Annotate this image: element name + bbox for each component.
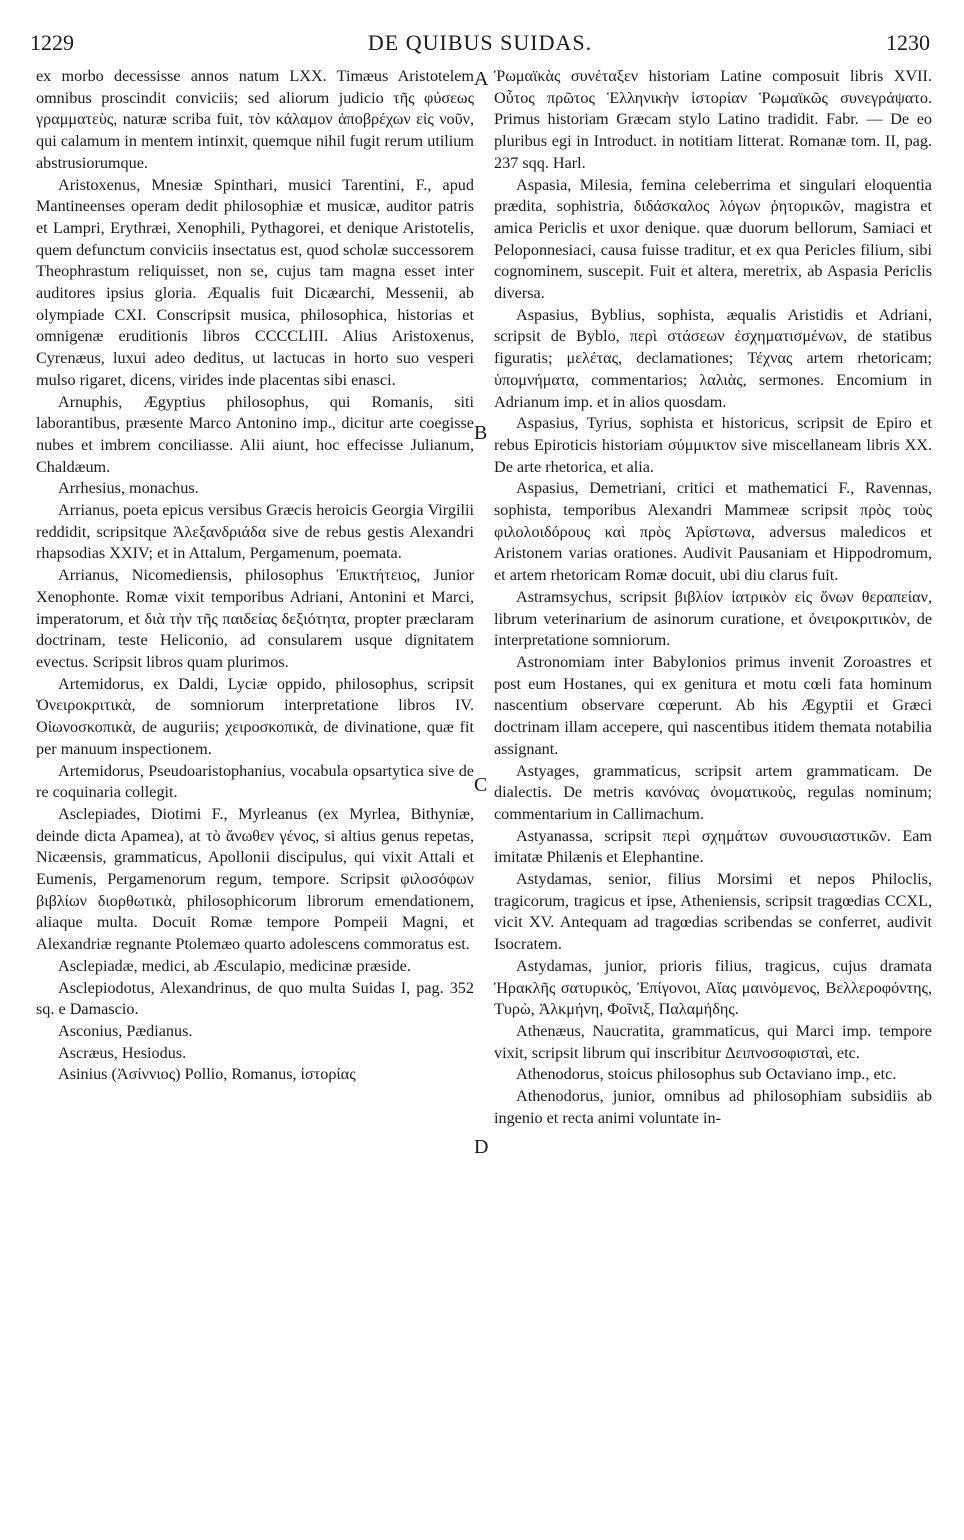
entry-paragraph: Astronomiam inter Babylonios primus invenit Zoroastres et post eum Hostanes, qui ex genitura et motu cœli fata hominum nascentium observare cœperunt. Ab his Ægyptii et Græci doctrinam illam accepere, qui nascentibus itidem themata notabilia assignant. <box>494 652 932 758</box>
entry-paragraph: Arnuphis, Ægyptius philosophus, qui Romanis, siti laborantibus, præsente Marco Antonino imp., dicitur arte coegisse nubes et imbrem conciliasse. Alii aiunt, hoc effecisse Julianum, Chaldæum. <box>36 392 474 476</box>
entry-paragraph: ex morbo decessisse annos natum LXX. Timæus Aristotelem omnibus proscindit conviciis; sed aliorum judicio τῆς φύσεως γραμματεὺς, naturæ scriba fuit, τὸν κάλαμον ἀποβρέχων εἰς νοῦν, qui calamum in mentem intinxit, quemque nihil fugit rerum utilium abstrusiorumque. <box>36 67 474 172</box>
entry-paragraph: Aspasius, Byblius, sophista, æqualis Aristidis et Adriani, scripsit de Byblo, περὶ στάσεων ἐσχηματισμένων, de statibus figuratis; μελέτας, declamationes; Τέχνας artem rhetoricam; ὑπομνήματα, commentarios; λαλιὰς, sermones. Encomium in Adrianum imp. et in alios quosdam. <box>494 305 932 411</box>
entry-paragraph: Astramsychus, scripsit βιβλίον ἰατρικὸν εἰς ὄνων θεραπείαν, librum veterinarium de asinorum curatione, et ὀνειροκριτικὸν, de interpretatione somniorum. <box>494 587 932 650</box>
entry-paragraph: Asclepiodotus, Alexandrinus, de quo multa Suidas I, pag. 352 sq. e Damascio. <box>36 978 474 1019</box>
entry-paragraph: Astyanassa, scripsit περὶ σχημάτων συνουσιαστικῶν. Eam imitatæ Philænis et Elephantine. <box>494 826 932 867</box>
entry-paragraph: Arrianus, poeta epicus versibus Græcis heroicis Georgia Virgilii reddidit, scripsitque Ἀλεξανδριάδα sive de rebus gestis Alexandri rhapsodias XXIV; et in Attalum, Pergamenum, poemata. <box>36 501 474 563</box>
entry-paragraph: Astydamas, junior, prioris filius, tragicus, cujus dramata Ἡρακλῆς σατυρικὸς, Ἐπίγονοι, Αἴας μαινόμενος, Βελλεροφόντης, Τυρὼ, Ἀλκμήνη, Φοῖνιξ, Παλαμήδης. <box>494 956 932 1019</box>
entry-paragraph: Aspasia, Milesia, femina celeberrima et singulari eloquentia prædita, sophistria, διδάσκαλος λόγων ῥητορικῶν, magistra et amica Periclis et uxor denique. quæ duorum bellorum, Samiaci et Peloponnesiaci, causa fuisse traditur, et ex qua Pericles filium, sibi cognominem, suscepit. Fuit et altera, meretrix, ab Aspasia Periclis diversa. <box>494 175 932 303</box>
margin-marker-c: C <box>474 774 488 796</box>
entry-paragraph: Aspasius, Tyrius, sophista et historicus, scripsit de Epiro et rebus Epiroticis historiam σύμμικτον sive miscellaneam libris XX. De arte rhetorica, et alia. <box>494 414 932 476</box>
entry-paragraph: Asclepiadæ, medici, ab Æsculapio, medicinæ præside. <box>58 956 411 975</box>
left-column <box>36 66 474 1086</box>
entry-paragraph: Arrianus, Nicomediensis, philosophus Ἐπικτήτειος, Junior Xenophonte. Romæ vixit temporibus Adriani, Antonini et Marci, imperatorum, et διὰ τὴν τῆς παιδείας δεξιότητα, propter præclaram doctrinam, teste Heliconio, ad consularem usque dignitatem evectus. Scripsit libros quam plurimos. <box>36 566 474 671</box>
entry-paragraph: Artemidorus, Pseudoaristophanius, vocabula opsartytica sive de re coquinaria collegit. <box>36 761 474 802</box>
page-header <box>30 30 930 60</box>
entry-paragraph: Asconius, Pædianus. <box>58 1021 193 1040</box>
entry-paragraph: Asinius (Ἀσίννιος) Pollio, Romanus, ἱστορίας <box>58 1065 356 1084</box>
entry-paragraph: Athenæus, Naucratita, grammaticus, qui Marci imp. tempore vixit, scripsit librum qui inscribitur Δειπνοσοφισταὶ, etc. <box>494 1021 932 1062</box>
entry-paragraph: Athenodorus, junior, omnibus ad philosophiam subsidiis ab ingenio et recta animi voluntate in- <box>494 1087 932 1127</box>
running-title: DE QUIBUS SUIDAS. <box>367 30 593 55</box>
entry-paragraph: Aspasius, Demetriani, critici et mathematici F., Ravennas, sophista, temporibus Alexandri Mammeæ scripsit πρὸς τοὺς φιλολοιδόρους καὶ πρὸς Ἀρίστωνα, adversus maledicos et Aristonem varias orationes. Audivit Pausaniam et Hippodromum, et artem rhetoricam Romæ docuit, ubi diu clarus fuit. <box>494 479 932 585</box>
entry-paragraph: Astyages, grammaticus, scripsit artem grammaticam. De dialectis. De metris κανόνας ὀνοματικοὺς, regulas nominum; commentarium in Callimachum. <box>494 761 932 823</box>
entry-paragraph: Artemidorus, ex Daldi, Lyciæ oppido, philosophus, scripsit Ὀνειροκριτικὰ, de somniorum interpretatione libros IV. Οἰωνοσκοπικὰ, de auguriis; χειροσκοπικὰ, de divinatione, quæ fit per manuum inspectionem. <box>36 674 474 758</box>
entry-paragraph: Athenodorus, stoicus philosophus sub Octaviano imp., etc. <box>516 1065 897 1084</box>
entry-paragraph: Aristoxenus, Mnesiæ Spinthari, musici Tarentini, F., apud Mantineenses operam dedit philosophiæ et musicæ, auditor patris et Lampri, Erythræi, Xenophili, Pythagorei, et denique Aristotelis, quem defunctum conviciis insectatus est, quod scholæ successorem Theophrastum reliquisset, non se, cujus tam magna esset inter auditores ipsius gloria. Æqualis fuit Dicæarchi, Messenii, ab olympiade CXI. Conscripsit musica, philosophica, historias et omnigenæ eruditionis libros CCCCLIII. Alius Aristoxenus, Cyrenæus, luxui adeo deditus, ut lactucas in horto suo vesperi mulso rigaret, dicens, virides inde placentas sibi enasci. <box>36 175 474 389</box>
right-column <box>494 66 932 1129</box>
margin-marker-b: B <box>474 422 488 444</box>
entry-paragraph: Ῥωμαϊκὰς συνέταξεν historiam Latine composuit libris XVII. Οὗτος πρῶτος Ἑλληνικὴν ἱστορίαν Ῥωμαϊκῶς συνεγράψατο. Primus historiam Græcam stylo Latino tradidit. Fabr. — De eo pluribus egi in Introduct. in notitiam litterat. Romanæ tom. II, pag. 237 sqq. Harl. <box>494 67 932 172</box>
entry-paragraph: Astydamas, senior, filius Morsimi et nepos Philoclis, tragicorum, tragicus et ipse, Atheniensis, scripsit tragœdias CCXL, vicit XV. Antequam ad tragœdias scribendas se conferret, audivit Isocratem. <box>494 870 932 954</box>
entry-paragraph: Ascræus, Hesiodus. <box>58 1043 187 1062</box>
margin-marker-d: D <box>474 1136 489 1158</box>
margin-marker-a: A <box>474 68 489 90</box>
entry-paragraph: Asclepiades, Diotimi F., Myrleanus (ex Myrlea, Bithyniæ, deinde dicta Apamea), at τὸ ἄνωθεν γένος, si altius genus repetas, Nicæensis, grammaticus, Apollonii discipulus, qui vixit Attali et Eumenis, Pergamenorum regum, tempore. Scripsit φιλοσόφων βιβλίων διορθωτικὰ, philosophicorum librorum emendationem, aliaque multa. Docuit Romæ tempore Pompeii Magni, et Alexandriæ regnante Ptolemæo quarto adolescens commoratus est. <box>36 804 474 954</box>
page-number-right: 1230 <box>886 30 930 55</box>
page-number-left: 1229 <box>30 30 74 55</box>
entry-paragraph: Arrhesius, monachus. <box>58 479 199 498</box>
